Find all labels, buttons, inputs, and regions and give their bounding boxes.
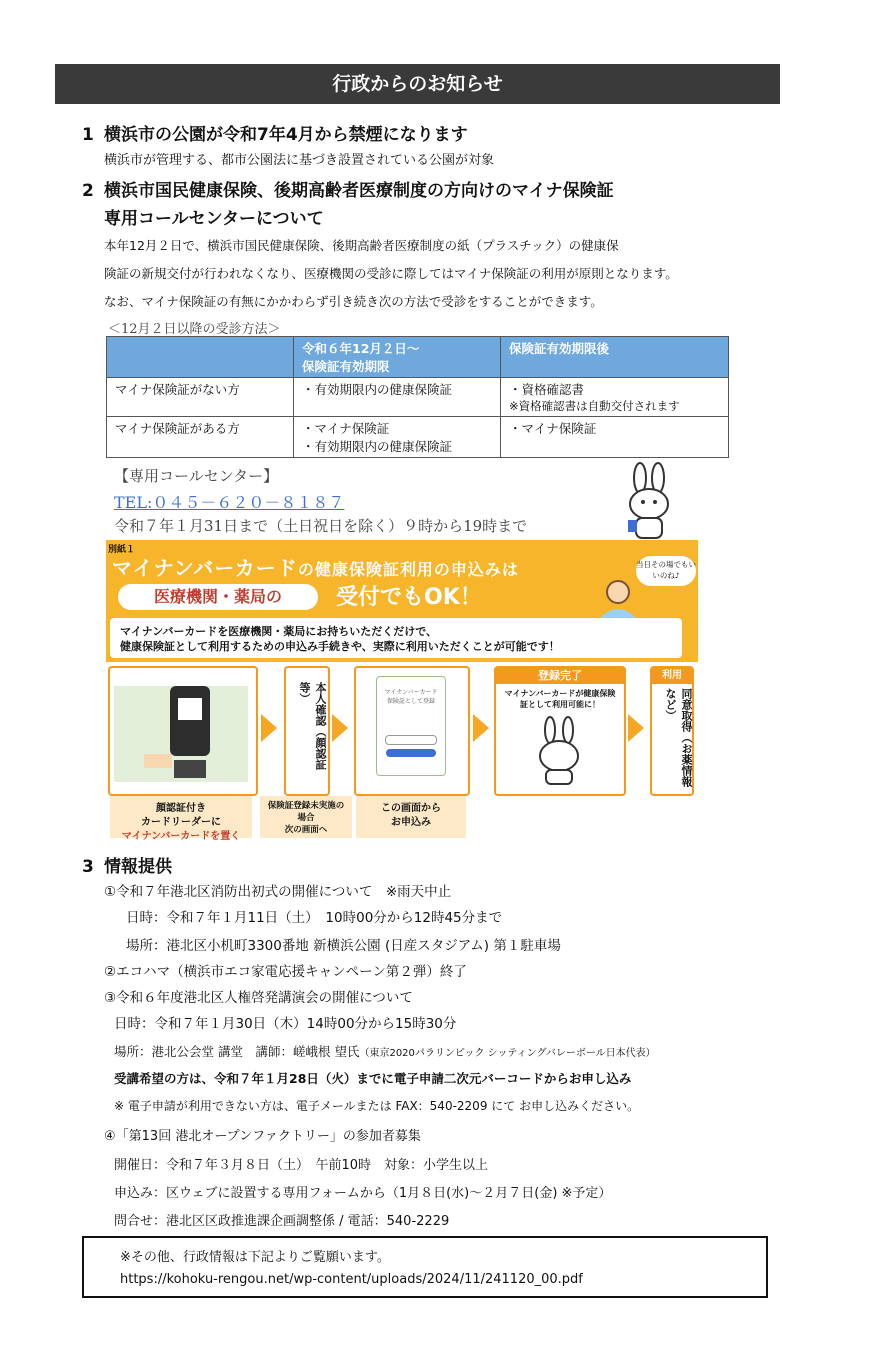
table-cell: マイナ保険証がない方 xyxy=(107,378,294,417)
table-caption: ＜12月２日以降の受診方法＞ xyxy=(108,322,281,337)
section-2-title-line2: 専用コールセンターについて xyxy=(104,209,324,229)
table-cell: ・資格確認書 ※資格確認書は自動交付されます xyxy=(501,378,729,417)
flyer-pill: 医療機関・薬局の xyxy=(118,584,318,610)
section-1-body: 横浜市が管理する、都市公園法に基づき設置されている公園が対象 xyxy=(104,153,495,168)
use-text: 同意取得（お薬情報など） xyxy=(664,688,693,787)
flyer-title-ok: 受付でもOK！ xyxy=(336,585,482,610)
table-cell: マイナ保険証がある方 xyxy=(107,417,294,458)
flyer-tag: 別紙１ xyxy=(108,545,136,555)
info-item-3-note: ※ 電子申請が利用できない方は、電子メールまたは FAX：540-2209 にて お申し込みください。 xyxy=(114,1099,640,1113)
step-2-card: 本人確認（顔認証等） xyxy=(284,666,330,796)
woman-illustration-icon xyxy=(596,578,640,618)
info-item-4: ④「第13回 港北オープンファクトリー」の参加者募集 xyxy=(104,1129,421,1144)
call-center-label: 【専用コールセンター】 xyxy=(114,467,279,485)
call-center-tel-link[interactable]: TEL:０４５－６２０－８１８７ xyxy=(114,493,345,512)
section-2-title: 2 横浜市国民健康保険、後期高齢者医療制度の方向けのマイナ保険証 xyxy=(82,181,614,201)
section-3-title: 3 情報提供 xyxy=(82,857,172,877)
info-item-1-date: 日時：令和７年１月11日（土） 10時00分から12時45分まで xyxy=(126,910,503,926)
arrow-icon xyxy=(628,714,644,742)
flyer-title: マイナンバーカードの健康保険証利用の申込みは xyxy=(112,556,519,580)
done-label: 登録完了 xyxy=(496,668,624,684)
card-reader-icon xyxy=(140,678,230,788)
screen-mockup: マイナンバーカード 保険証として登録 xyxy=(376,676,446,776)
info-item-2: ②エコハマ（横浜市エコ家電応援キャンペーン第２弾）終了 xyxy=(104,964,467,980)
table-header-blank xyxy=(107,337,294,378)
table-row xyxy=(107,378,729,417)
info-item-3: ③令和６年度港北区人権啓発講演会の開催について xyxy=(104,990,413,1006)
info-item-1: ①令和７年港北区消防出初式の開催について ※雨天中止 xyxy=(104,884,452,900)
info-item-4-contact: 問合せ：港北区区政推進課企画調整係 / 電話：540-2229 xyxy=(114,1214,450,1229)
rabbit-icon xyxy=(530,716,590,786)
step-4-card xyxy=(494,666,626,796)
flyer-speech-bubble: 当日その場でもいいのね♪ xyxy=(636,556,696,586)
table-cell: ・マイナ保険証 xyxy=(501,417,729,458)
arrow-icon xyxy=(473,714,489,742)
info-item-3-date: 日時：令和７年１月30日（木）14時00分から15時30分 xyxy=(114,1016,457,1032)
done-text: マイナンバーカードが健康保険証として利用可能に！ xyxy=(504,689,616,709)
section-2-para-3: なお、マイナ保険証の有無にかかわらず引き続き次の方法で受診をすることができます。 xyxy=(104,294,603,309)
call-center-hours: 令和７年１月31日まで（土日祝日を除く）９時から19時まで xyxy=(114,517,528,535)
caption-step-3: この画面から お申込み xyxy=(356,796,466,838)
table-header-col-2: 令和６年12月２日～ 保険証有効期限 xyxy=(294,337,501,378)
table-cell: ・マイナ保険証 ・有効期限内の健康保険証 xyxy=(294,417,501,458)
arrow-icon xyxy=(332,714,348,742)
more-info-url-link[interactable]: https://kohoku-rengou.net/wp-content/uploads/2024/11/241120_00.pdf xyxy=(120,1272,583,1287)
rabbit-mascot-icon xyxy=(618,462,680,540)
consultation-table xyxy=(106,336,729,458)
flyer-description: マイナンバーカードを医療機関・薬局にお持ちいただくだけで、 健康保険証として利用するための申込み手続きや、実際に利用いただくことが可能です！ xyxy=(110,618,682,658)
caption-step-1: 顔認証付き カードリーダーに マイナンバーカードを置く xyxy=(110,796,252,838)
section-1-title: 1 横浜市の公園が令和7年4月から禁煙になります xyxy=(82,125,468,145)
info-item-3-apply: 受講希望の方は、令和７年１月28日（火）までに電子申請二次元バーコードからお申し込み xyxy=(114,1071,632,1086)
table-row xyxy=(107,417,729,458)
table-header-col-3: 保険証有効期限後 xyxy=(501,337,729,378)
arrow-icon xyxy=(261,714,277,742)
use-label: 利用 xyxy=(652,668,692,684)
step-1-card xyxy=(108,666,258,796)
more-info-label: ※その他、行政情報は下記よりご覧願います。 xyxy=(120,1250,390,1265)
step-5-card xyxy=(650,666,694,796)
page-banner: 行政からのお知らせ xyxy=(55,64,780,104)
table-header-row xyxy=(107,337,729,378)
info-item-4-apply: 申込み：区ウェブに設置する専用フォームから（1月８日(水)～２月７日(金) ※予定） xyxy=(114,1186,612,1201)
more-info-box xyxy=(82,1236,768,1298)
section-2-para-1: 本年12月２日で、横浜市国民健康保険、後期高齢者医療制度の紙（プラスチック）の健康保 xyxy=(104,238,619,253)
info-item-4-date: 開催日：令和７年３月８日（土） 午前10時 対象：小学生以上 xyxy=(114,1158,489,1173)
step-3-card xyxy=(354,666,470,796)
caption-step-2: 保険証登録未実施の 場合 次の画面へ xyxy=(260,796,352,838)
table-cell: ・有効期限内の健康保険証 xyxy=(294,378,501,417)
info-item-1-place: 場所：港北区小机町3300番地 新横浜公園 (日産スタジアム) 第１駐車場 xyxy=(126,938,561,954)
info-item-3-place: 場所：港北公会堂 講堂 講師：嵯峨根 望氏（東京2020パラリンピック シッティングバレーボール日本代表） xyxy=(114,1044,656,1059)
section-2-para-2: 険証の新規交付が行われなくなり、医療機関の受診に際してはマイナ保険証の利用が原則となります。 xyxy=(104,266,678,281)
